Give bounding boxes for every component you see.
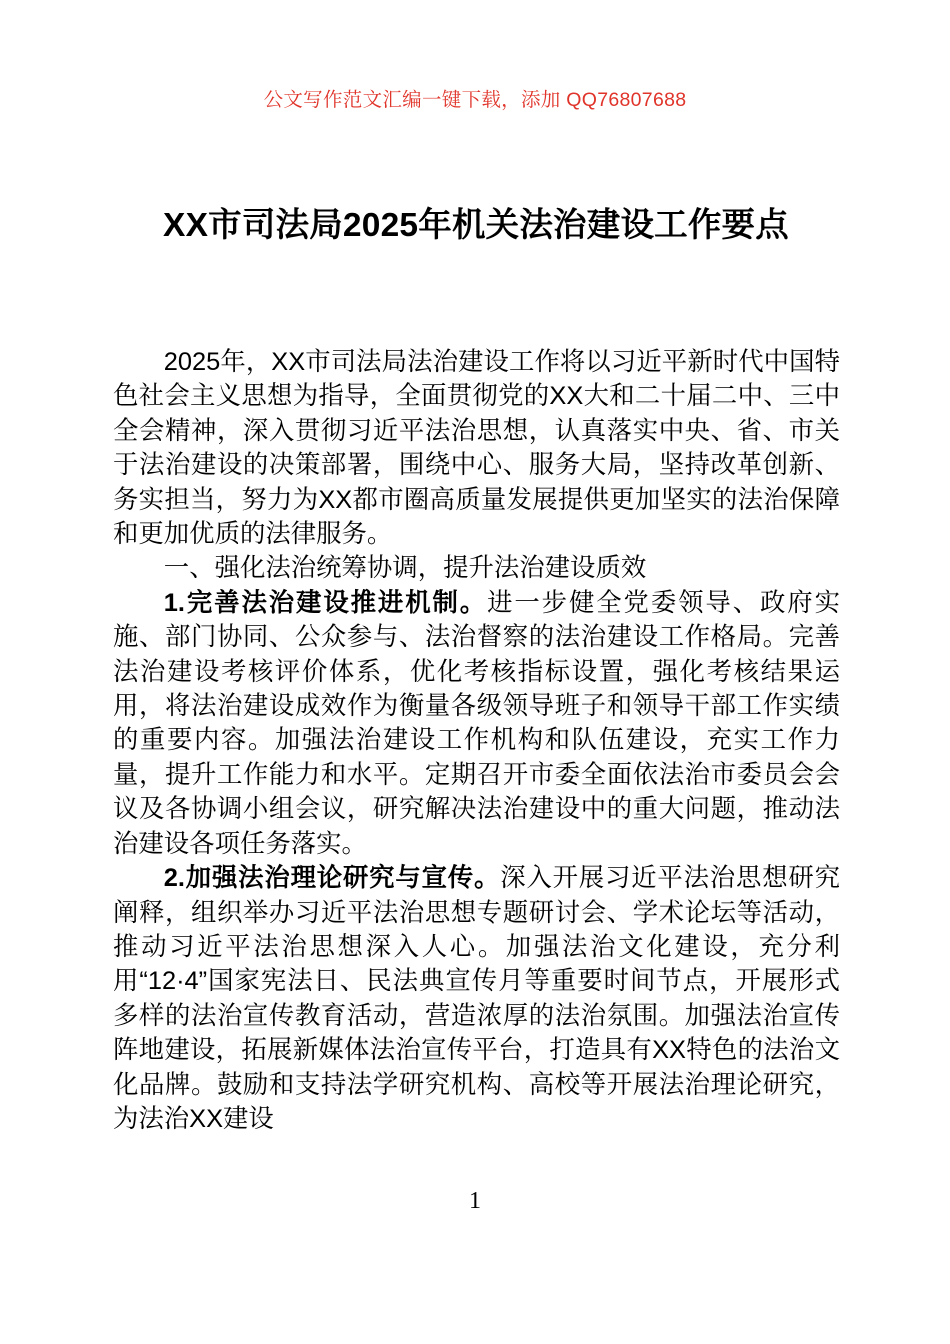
paragraph-item-2: [113, 861, 840, 1136]
paragraph-item-1: [113, 586, 840, 861]
item-2-body-text: 深入开展习近平法治思想研究阐释，组织举办习近平法治思想专题研讨会、学术论坛等活动，推动习近平法治思想深入人心。加强法治文化建设，充分利用“12·4”国家宪法日、民法典宣传月等重要时间节点，开展形式多样的法治宣传教育活动，营造浓厚的法治氛围。加强法治宣传阵地建设，拓展新媒体法治宣传平台，打造具有XX特色的法治文化品牌。鼓励和支持法学研究机构、高校等开展法治理论研究，为法治XX建设: [113, 864, 841, 1133]
page-title: XX市司法局2025年机关法治建设工作要点: [163, 207, 789, 245]
document-body: [113, 345, 840, 1136]
paragraph-intro: 2025年，XX市司法局法治建设工作将以习近平新时代中国特色社会主义思想为指导，全面贯彻党的XX大和二十届二中、三中全会精神，深入贯彻习近平法治思想，认真落实中央、省、市关于法治建设的决策部署，围绕中心、服务大局，坚持改革创新、务实担当，努力为XX都市圈高质量发展提供更加坚实的法治保障和更加优质的法律服务。: [113, 348, 840, 549]
item-1-body-text: 进一步健全党委领导、政府实施、部门协同、公众参与、法治督察的法治建设工作格局。完善法治建设考核评价体系，优化考核指标设置，强化考核结果运用，将法治建设成效作为衡量各级领导班子和领导干部工作实绩的重要内容。加强法治建设工作机构和队伍建设，充实工作力量，提升工作能力和水平。定期召开市委全面依法治市委员会会议及各协调小组会议，研究解决法治建设中的重大问题，推动法治建设各项任务落实。: [113, 588, 840, 858]
item-1-lead-label: 1.完善法治建设推进机制。: [163, 588, 488, 617]
watermark-promo-text: 公文写作范文汇编一键下载，添加 QQ76807688: [263, 89, 687, 111]
section-heading-one: 一、强化法治统筹协调，提升法治建设质效: [163, 554, 647, 583]
item-2-lead-label: 2.加强法治理论研究与宣传。: [163, 864, 501, 893]
page-number: 1: [469, 1188, 481, 1214]
